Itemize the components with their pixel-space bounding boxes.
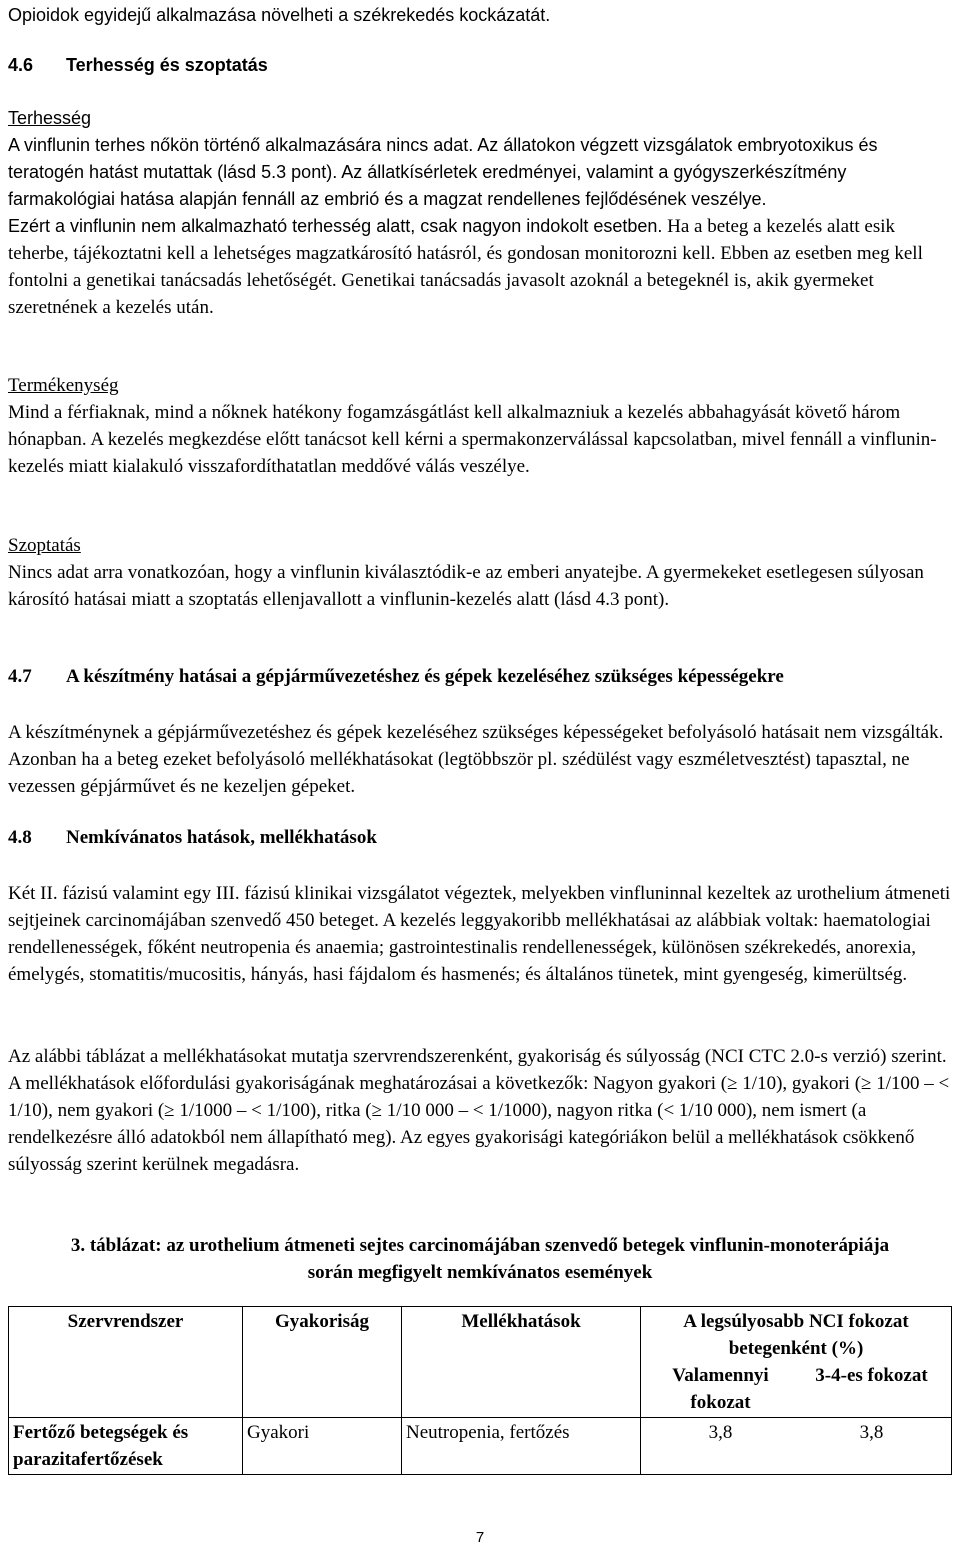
page-number: 7 (475, 1529, 485, 1546)
pregnancy-paragraph-2: Ezért a vinflunin nem alkalmazható terhesség alatt, csak nagyon indokolt esetben. Ha a beteg a kezelés alatt esik teherbe, tájékoztatni kell a lehetséges magzatkárosító hatásról, és gondosan monitorozni kell. Ebben az esetben meg kell fontolni a genetikai tanácsadás lehetőségét. Genetikai tanácsadás javasolt azoknál a betegeknél is, akik gyermeket szeretnének a kezelés után. (8, 216, 923, 318)
cell-all-grades: 3,8 (708, 1422, 733, 1443)
pregnancy-paragraph-1: A vinflunin terhes nőkön történő alkalmazására nincs adat. Az állatokon végzett vizsgálatok embryotoxikus és teratogén hatást mutattak (lásd 5.3 pont). Az állatkísérletek eredményei, valamint a gyógyszerkészítmény farmakológiai hatása alapján fennáll az embrió és a magzat rendellenes fejlődésének veszélye. (8, 135, 878, 209)
header-nci-grade (641, 1307, 952, 1418)
table-caption: 3. táblázat: az urothelium átmeneti sejtes carcinomájában szenvedő betegek vinflunin-monoterápiája során megfigyelt nemkívánatos események (70, 1235, 890, 1283)
section-4-8-paragraph-2: Az alábbi táblázat a mellékhatásokat mutatja szervrendszerenként, gyakoriság és súlyosság (NCI CTC 2.0-s verzió) szerint. A mellékhatások előfordulási gyakoriságának meghatározásai a következők: Nagyon gyakori (≥ 1/10), gyakori (≥ 1/100 – < 1/10), nem gyakori (≥ 1/1000 – < 1/100), ritka (≥ 1/10 000 – < 1/1000), nagyon ritka (< 1/10 000), nem ismert (a rendelkezésre álló adatokból nem állapítható meg). Az egyes gyakorisági kategóriákon belül a mellékhatások csökkenő súlyosság szerint kerülnek megadásra. (8, 1046, 950, 1175)
cell-frequency: Gyakori (243, 1418, 402, 1475)
fertility-block (8, 372, 952, 480)
section-4-8-heading (8, 827, 952, 849)
breastfeeding-label: Szoptatás (8, 535, 81, 556)
header-grade-3-4: 3-4-es fokozat (815, 1365, 928, 1386)
section-number: 4.8 (8, 827, 32, 848)
section-title: A készítmény hatásai a gépjárművezetéshez és gépek kezeléséhez szükséges képességekre (66, 666, 784, 687)
section-4-6-heading (8, 52, 268, 78)
table-row (9, 1418, 952, 1475)
header-organ-system: Szervrendszer (9, 1307, 243, 1418)
breastfeeding-block (8, 532, 952, 613)
header-adverse-effects: Mellékhatások (402, 1307, 641, 1418)
section-number: 4.7 (8, 666, 32, 687)
pregnancy-label: Terhesség (8, 108, 92, 128)
fertility-label: Termékenység (8, 375, 119, 396)
section-title: Nemkívánatos hatások, mellékhatások (66, 827, 377, 848)
cell-organ-system: Fertőző betegségek és parazitafertőzések (9, 1418, 243, 1475)
adverse-events-table (8, 1306, 952, 1475)
table-header-row (9, 1307, 952, 1418)
section-number: 4.6 (8, 55, 34, 75)
section-title: Terhesség és szoptatás (66, 55, 268, 75)
cell-adverse-effect: Neutropenia, fertőzés (402, 1418, 641, 1475)
fertility-paragraph: Mind a férfiaknak, mind a nőknek hatékony fogamzásgátlást kell alkalmazniuk a kezelés abbahagyását követő három hónapban. A kezelés megkezdése előtt tanácsot kell kérni a spermakonzerválással kapcsolatban, mivel fennáll a vinflunin-kezelés miatt kialakuló visszafordíthatatlan meddővé válás veszélye. (8, 402, 937, 477)
section-4-8-paragraph-1: Két II. fázisú valamint egy III. fázisú klinikai vizsgálatot végeztek, melyekben vinfluninnal kezeltek az urothelium átmeneti sejtjeinek carcinomájában szenvedő 450 beteget. A kezelés leggyakoribb mellékhatásai az alábbiak voltak: haematologiai rendellenességek, főként neutropenia és anaemia; gastrointestinalis rendellenességek, különösen székrekedés, anorexia, émelygés, stomatitis/mucositis, hányás, hasi fájdalom és hasmenés; és általános tünetek, mint gyengeség, kimerültség. (8, 883, 951, 985)
header-all-grades: Valamennyi fokozat (672, 1365, 769, 1413)
nci-subheaders (645, 1362, 947, 1416)
pregnancy-block (8, 105, 952, 321)
cell-nci-values (641, 1418, 952, 1475)
header-frequency: Gyakoriság (243, 1307, 402, 1418)
intro-sentence: Opioidok egyidejű alkalmazása növelheti a székrekedés kockázatát. (8, 5, 551, 25)
cell-grade-3-4: 3,8 (859, 1422, 884, 1443)
section-4-7-heading (8, 666, 952, 688)
breastfeeding-paragraph: Nincs adat arra vonatkozóan, hogy a vinflunin kiválasztódik-e az emberi anyatejbe. A gyermekeket esetlegesen súlyosan károsító hatásai miatt a szoptatás ellenjavallott a vinflunin-kezelés alatt (lásd 4.3 pont). (8, 562, 924, 610)
nci-grade-title: A legsúlyosabb NCI fokozat betegenként (%) (683, 1311, 909, 1359)
section-4-7-paragraph: A készítménynek a gépjárművezetéshez és gépek kezeléséhez szükséges képességeket befolyásoló hatásait nem vizsgálták. Azonban ha a beteg ezeket befolyásoló mellékhatásokat (legtöbbször pl. szédülést vagy eszméletvesztést) tapasztal, ne vezessen gépjárművet és ne kezeljen gépeket. (8, 722, 944, 797)
